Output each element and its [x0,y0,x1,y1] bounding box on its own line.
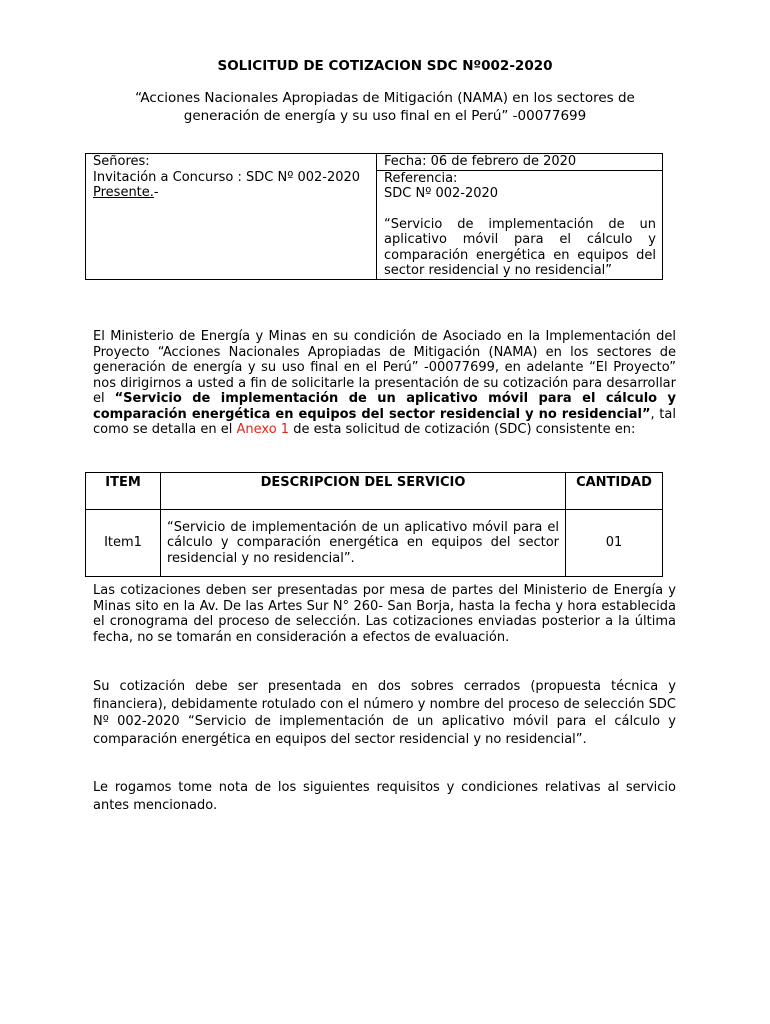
date-cell [377,154,663,171]
invitation-line: Invitación a Concurso : SDC Nº 002-2020 [93,169,361,185]
intro-service-bold: “Servicio de implementación de un aplicativo móvil para el cálculo y comparación energética en equipos del sector residencial y no residencial” [93,391,676,422]
items-table [85,472,663,577]
reference-cell [377,170,663,279]
header-table [85,153,663,280]
document-subtitle: “Acciones Nacionales Apropiadas de Mitigación (NAMA) en los sectores de generación de energía y su uso final en el Perú” -00077699 [135,90,635,124]
intro-text-1: El Ministerio de Energía y Minas en su condición de Asociado en la Implementación del Proyecto “Acciones Nacionales Apropiadas de Mitigación (NAMA) en los sectores de generación de energía y su uso final en el Perú” -00077699, en adelante “El Proyecto” nos dirigirnos a usted a fin de solicitarle la presentación de su cotización para desarrollar el [93,329,676,406]
intro-text-2: , tal como se detalla en el [93,406,676,437]
row-quantity: 01 [566,510,663,577]
envelope-paragraph: Su cotización debe ser presentada en dos sobres cerrados (propuesta técnica y financiera), debidamente rotulado con el número y nombre del proceso de selección SDC Nº 002-2020 “Servicio de implementación de un aplicativo móvil para el cálculo y comparación energética en equipos del sector residencial y no residencial”. [93,679,676,747]
annex-link[interactable]: Anexo 1 [236,422,290,437]
table-row [86,510,663,577]
intro-text-3: de esta solicitud de cotización (SDC) consistente en: [289,422,636,437]
row-description: “Servicio de implementación de un aplicativo móvil para el cálculo y comparación energética en equipos del sector residencial y no residencial”. [161,510,566,577]
reference-label: Referencia: [384,170,458,186]
presente-suffix: - [153,185,159,200]
reference-service: “Servicio de implementación de un aplicativo móvil para el cálculo y comparación energética en equipos del sector residencial y no residencial” [384,216,656,278]
presente-line [93,185,369,201]
recipient-cell [86,154,377,280]
salutation: Señores: [93,154,150,169]
document-title: SOLICITUD DE COTIZACION SDC Nº002-2020 [217,58,553,74]
submission-paragraph: Las cotizaciones deben ser presentadas por mesa de partes del Ministerio de Energía y Minas sito en la Av. De las Artes Sur N° 260- San Borja, hasta la fecha y hora establecida el cronograma del proceso de selección. Las cotizaciones enviadas posterior a la última fecha, no se tomarán en consideración a efectos de evaluación. [93,583,676,645]
requirements-paragraph: Le rogamos tome nota de los siguientes requisitos y condiciones relativas al servicio antes mencionado. [93,780,676,813]
intro-paragraph [93,329,676,438]
presente-text: Presente. [93,185,154,200]
date-text: Fecha: 06 de febrero de 2020 [384,154,577,169]
header-item: ITEM [86,473,161,510]
reference-value: SDC Nº 002-2020 [384,186,499,201]
header-quantity: CANTIDAD [566,473,663,510]
header-description: DESCRIPCION DEL SERVICIO [161,473,566,510]
items-table-header [86,473,663,510]
row-item: Item1 [86,510,161,577]
